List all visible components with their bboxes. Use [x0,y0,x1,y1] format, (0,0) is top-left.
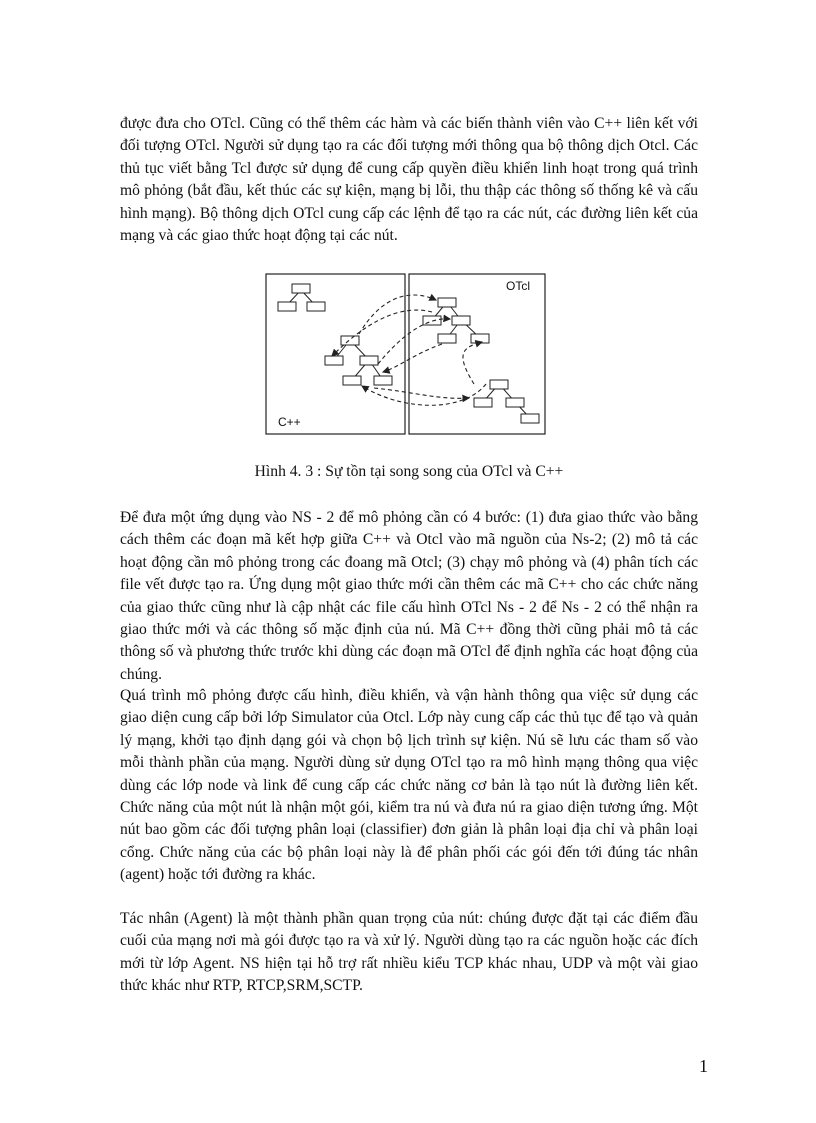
otcl-tree2-root [490,380,508,389]
cpp-tree2-a [325,356,343,365]
paragraph-3: Quá trình mô phỏng được cấu hình, điều khiển, và vận hành thông qua việc sử dụng các giao diện cung cấp bởi lớp Simulator của Otcl. Lớp này cung cấp các thủ tục để tạo và quản lý mạng, khởi tạo định dạng gói và chọn bộ lịch trình sự kiện. Nú sẽ lưu các tham số vào mỗi thành phần của mạng. Người dùng sử dụng OTcl tạo ra mô hình mạng thông qua việc dùng các lớp node và link để cung cấp các chức năng cơ bản là tạo nút là đường liên kết. Chức năng của một nút là nhận một gói, kiểm tra nú và đưa nú ra giao diện tương ứng. Một nút bao gồm các đối tượng phân loại (classifier) đơn giản là phân loại địa chỉ và phân loại cổng. Chức năng của các bộ phân loại này là để phân phối các gói đến tới đúng tác nhân (agent) hoặc tới đường ra khác. [120,687,698,884]
link-arrow [359,295,436,334]
cpp-label: C++ [278,415,301,429]
cpp-tree2-b [360,356,378,365]
cpp-tree2-c [343,376,361,385]
cpp-tree1-left [278,302,296,311]
figure-otcl-cpp [264,272,548,438]
cpp-tree1-right [307,302,325,311]
otcl-tree1-c [438,334,456,343]
link-arrow [383,344,442,372]
cpp-tree2-root [341,336,359,345]
link-arrow [374,388,469,398]
cpp-tree1-root [292,284,310,293]
otcl-label: OTcl [506,279,530,293]
otcl-tree1-root [438,298,456,307]
cpp-panel [266,274,405,434]
otcl-tree2-b [506,398,524,407]
otcl-tree1-d [471,334,489,343]
paragraph-1: được đưa cho OTcl. Cũng có thể thêm các hàm và các biến thành viên vào C++ liên kết với đối tượng OTcl. Người sử dụng tạo ra các đối tượng mới thông qua bộ thông dịch Otcl. Các thủ tục viết bằng Tcl được sử dụng để cung cấp quyền điều khiển linh hoạt trong quá trình mô phỏng (bắt đầu, kết thúc các sự kiện, mạng bị lỗi, thu thập các thông số thống kê và cấu hình mạng). Bộ thông dịch OTcl cung cấp các lệnh để tạo ra các nút, các đường liên kết của mạng và các giao thức hoạt động tại các nút. [120,115,698,245]
otcl-tree1-b [452,316,470,325]
link-arrow [463,342,482,384]
link-arrow [332,310,432,356]
otcl-tree2-c [521,414,539,423]
otcl-tree2-a [474,398,492,407]
cpp-tree2-d [374,376,392,385]
figure-caption: Hình 4. 3 : Sự tồn tại song song của OTcl và C++ [254,463,564,480]
page-number: 1 [699,1056,708,1076]
paragraph-2: Để đưa một ứng dụng vào NS - 2 để mô phỏng cần có 4 bước: (1) đưa giao thức vào bằng cách thêm các đoạn mã kết hợp giữa C++ và Otcl vào mã nguồn của Ns-2; (2) mô tả các hoạt động cần mô phỏng trong các đoang mã Otcl; (3) chạy mô phỏng và (4) phân tích các file vết được tạo ra. Ứng dụng một giao thức mới cần thêm các mã C++ cho các chức năng của giao thức cũng như là cập nhật các file cấu hình OTcl Ns - 2 để Ns - 2 có thể nhận ra giao thức mới và các thông số mặc định của nú. Mã C++ đồng thời cũng phải mô tả các thông số và phương thức trước khi dùng các đoạn mã OTcl để định nghĩa các hoạt động của chúng. [120,509,698,683]
paragraph-4: Tác nhân (Agent) là một thành phần quan trọng của nút: chúng được đặt tại các điểm đầu cuối của mạng nơi mà gói được tạo ra và xử lý. Người dùng tạo ra các nguồn hoặc các đích mới từ lớp Agent. NS hiện tại hỗ trợ rất nhiều kiểu TCP khác nhau, UDP và một vài giao thức khác như RTP, RTCP,SRM,SCTP. [120,910,698,995]
